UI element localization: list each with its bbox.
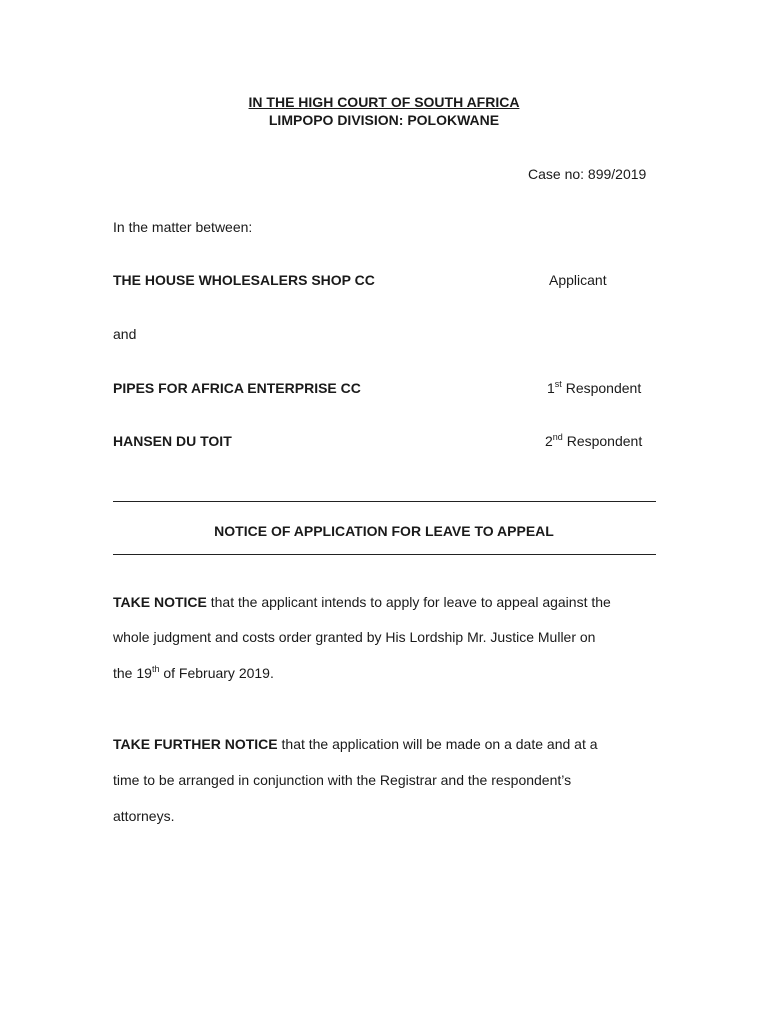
divider-top <box>113 501 656 502</box>
paragraph1-line3 <box>113 665 658 681</box>
case-number: Case no: 899/2019 <box>528 166 647 182</box>
conjunction-and: and <box>113 326 137 342</box>
respondent1-role-text: Respondent <box>561 380 642 396</box>
matter-intro: In the matter between: <box>113 219 253 235</box>
paragraph2-line2: time to be arranged in conjunction with the Registrar and the respondent’s <box>113 772 572 788</box>
paragraph1-line1-rest: that the applicant intends to apply for leave to appeal against the <box>206 594 611 610</box>
court-division: LIMPOPO DIVISION: POLOKWANE <box>268 112 500 128</box>
respondent1-name: PIPES FOR AFRICA ENTERPRISE CC <box>113 380 361 396</box>
respondent1-role <box>547 380 641 396</box>
respondent2-role <box>545 433 642 449</box>
applicant-role: Applicant <box>549 272 607 288</box>
notice-title: NOTICE OF APPLICATION FOR LEAVE TO APPEAL <box>214 523 554 539</box>
paragraph1-line1 <box>113 594 658 610</box>
paragraph2-line1-rest: that the application will be made on a date and at a <box>277 736 598 752</box>
respondent2-role-text: Respondent <box>562 433 643 449</box>
applicant-name: THE HOUSE WHOLESALERS SHOP CC <box>113 272 375 288</box>
paragraph2-line3: attorneys. <box>113 808 175 824</box>
paragraph1-line2: whole judgment and costs order granted by His Lordship Mr. Justice Muller on <box>113 629 596 645</box>
paragraph1-line3-post: of February 2019. <box>159 665 274 681</box>
paragraph1-line3-pre: the 19 <box>113 665 152 681</box>
respondent2-ordinal: 2 <box>545 433 553 449</box>
respondent1-ordinal: 1 <box>547 380 555 396</box>
respondent1-ordinal-suffix: st <box>554 379 562 389</box>
paragraph2-lead: TAKE FURTHER NOTICE <box>113 736 278 752</box>
respondent2-name: HANSEN DU TOIT <box>113 433 232 449</box>
paragraph1-lead: TAKE NOTICE <box>113 594 207 610</box>
respondent2-ordinal-suffix: nd <box>552 432 563 442</box>
paragraph1-line3-sup: th <box>151 664 160 674</box>
court-title: IN THE HIGH COURT OF SOUTH AFRICA <box>248 94 520 110</box>
divider-bottom <box>113 554 656 555</box>
paragraph2-line1 <box>113 736 658 752</box>
